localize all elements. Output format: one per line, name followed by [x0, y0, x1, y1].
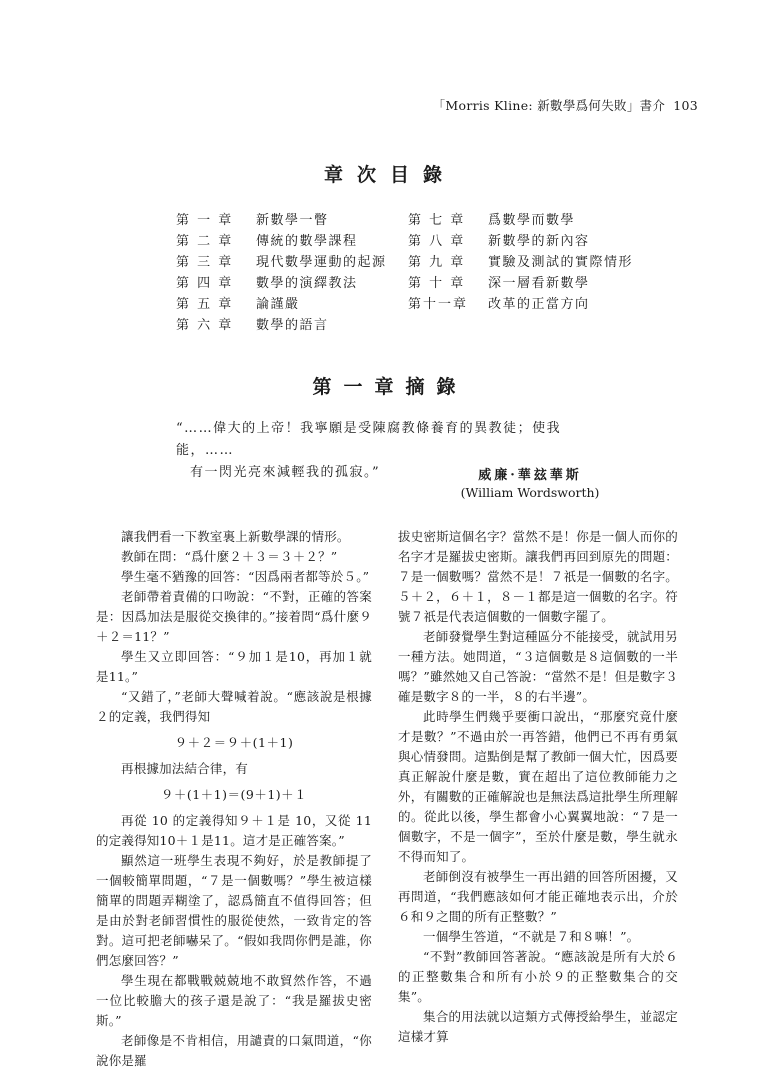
- epigraph-line: “……偉大的上帝！我寧願是受陳腐教條養育的異教徒；使我能，……: [176, 421, 562, 458]
- toc-entry: [408, 252, 633, 273]
- paragraph: 學生現在都戰戰兢兢地不敢貿然作答，不過一位比較膽大的孩子還是說了：“我是羅拔史密斯。”: [96, 973, 372, 1028]
- paragraph: 學生又立即回答：“９加１是10，再加１就是11。”: [96, 649, 372, 684]
- epigraph-line: 有一閃光亮來減輕我的孤寂。”: [190, 465, 381, 480]
- paragraph: 教師在問：“爲什麼２＋３＝３＋２？”: [121, 549, 338, 564]
- toc-entry: [408, 210, 633, 231]
- toc-entry: [408, 231, 633, 252]
- paragraph: 集合的用法就以這類方式傳授給學生，並認定這樣才算: [398, 1009, 678, 1044]
- paragraph: 老師帶着責備的口吻說：“不對，正確的答案是：因爲加法是服從交換律的。”接着問“爲什麼９＋２＝11？”: [96, 589, 372, 644]
- paragraph: “不對”教師回答著說。“應該說是所有大於６的正整數集合和所有小於９的正整數集合的交集”。: [398, 949, 678, 1004]
- toc-chapter-title: 深一層看新數學: [488, 276, 590, 291]
- toc-chapter-number: 第 二 章: [176, 234, 234, 249]
- paragraph: 一個學生答道，“不就是７和８嘛！”。: [423, 929, 640, 944]
- equation: ９＋２＝９＋(1＋1): [174, 735, 294, 750]
- toc-chapter-title: 數學的演繹教法: [256, 276, 358, 291]
- toc-chapter-number: 第 八 章: [408, 234, 466, 249]
- body-column-left: [96, 527, 372, 1071]
- paragraph: 讓我們看一下教室裏上新數學課的情形。: [121, 529, 350, 544]
- toc-chapter-title: 新數學的新內容: [488, 234, 590, 249]
- toc-chapter-number: 第 六 章: [176, 318, 234, 333]
- toc-chapter-title: 爲數學而數學: [488, 213, 576, 228]
- body-column-right: [398, 527, 678, 1047]
- epigraph-author-chinese: 威廉·華玆華斯: [478, 468, 582, 483]
- toc-title: 章次目錄: [323, 164, 456, 186]
- paragraph: 老師倒沒有被學生一再出錯的回答所困擾，又再問道，“我們應該如何才能正確地表示出，介於６和９之間的所有正整數？”: [398, 869, 678, 924]
- toc-entry: [176, 252, 387, 273]
- toc-chapter-number: 第 三 章: [176, 255, 234, 270]
- page-number: 103: [673, 98, 698, 113]
- toc-chapter-number: 第 四 章: [176, 276, 234, 291]
- toc-chapter-number: 第十一章: [408, 297, 469, 312]
- toc-chapter-number: 第 五 章: [176, 297, 234, 312]
- toc-chapter-number: 第 七 章: [408, 213, 466, 228]
- paragraph: 再從 10 的定義得知９＋１是 10，又從 11 的定義得知10＋１是11。這才是正確答案。”: [96, 813, 372, 848]
- toc-chapter-number: 第 九 章: [408, 255, 466, 270]
- toc-entry: [176, 210, 387, 231]
- paragraph: 再根據加法結合律，有: [121, 761, 249, 776]
- toc-chapter-number: 第 一 章: [176, 213, 234, 228]
- paragraph: “又錯了，”老師大聲喊着說。“應該說是根據２的定義，我們得知: [96, 689, 372, 724]
- toc-chapter-title: 新數學一瞥: [256, 213, 329, 228]
- running-title: 「Morris Kline: 新數學爲何失敗」書介: [432, 98, 666, 113]
- toc-chapter-number: 第 十 章: [408, 276, 466, 291]
- toc-chapter-title: 傳統的數學課程: [256, 234, 358, 249]
- toc-right-column: [408, 210, 633, 315]
- paragraph: 此時學生們幾乎要衝口說出，“那麼究竟什麼才是數？”不過由於一再答錯，他們已不再有勇氣與心情發問。這點倒是幫了教師一個大忙，因爲要真正解說什麼是數，實在超出了這位教師能力之外，有關數的正確解說也是無法爲這批學生所理解的。從此以後，學生都會小心翼翼地說：“７是一個數字，不是一個字”，至於什麼是數，學生就永不得而知了。: [398, 709, 678, 864]
- toc-entry: [176, 315, 387, 336]
- toc-chapter-title: 數學的語言: [256, 318, 329, 333]
- toc-chapter-title: 現代數學運動的起源: [256, 255, 387, 270]
- paragraph: 老師發覺學生對這種區分不能接受，就試用另一種方法。她問道，“３這個數是８這個數的一半嗎？”雖然她又自己答說：“當然不是！但是數字３確是數字８的一半，８的右半邊”。: [398, 629, 678, 704]
- paragraph: 老師像是不肯相信，用譴責的口氣問道，“你說你是羅: [96, 1033, 372, 1068]
- toc-entry: [176, 273, 387, 294]
- chapter-summary-title: 第一章摘錄: [312, 376, 468, 398]
- toc-entry: [176, 231, 387, 252]
- paragraph: 顯然這一班學生表現不夠好，於是教師提了一個較簡單問題，“７是一個數嗎？”學生被這樣簡單的問題弄糊塗了，認爲簡直不值得回答；但是由於對老師習慣性的服從使然，一致肯定的答對。這可把老師嚇呆了。“假如我問你們是誰，你們怎麼回答？”: [96, 853, 372, 968]
- toc-entry: [176, 294, 387, 315]
- paragraph: 拔史密斯這個名字？當然不是！你是一個人而你的名字才是羅拔史密斯。讓我們再回到原先的問題：７是一個數嗎？當然不是！７祇是一個數的名字。５＋２，６＋１，８－１都是這一個數的名字。符號７祇是代表這個數的一個數字罷了。: [398, 529, 678, 624]
- toc-chapter-title: 改革的正當方向: [488, 297, 590, 312]
- toc-entry: [408, 294, 633, 315]
- toc-left-column: [176, 210, 387, 336]
- equation: ９＋(1＋1)＝(9＋1)＋１: [160, 787, 308, 802]
- epigraph-author-english: (William Wordsworth): [460, 485, 600, 500]
- toc-chapter-title: 論謹嚴: [256, 297, 300, 312]
- toc-chapter-title: 實驗及測試的實際情形: [488, 255, 634, 270]
- toc-entry: [408, 273, 633, 294]
- running-header: [433, 96, 698, 114]
- paragraph: 學生毫不猶豫的回答：“因爲兩者都等於５。”: [121, 569, 370, 584]
